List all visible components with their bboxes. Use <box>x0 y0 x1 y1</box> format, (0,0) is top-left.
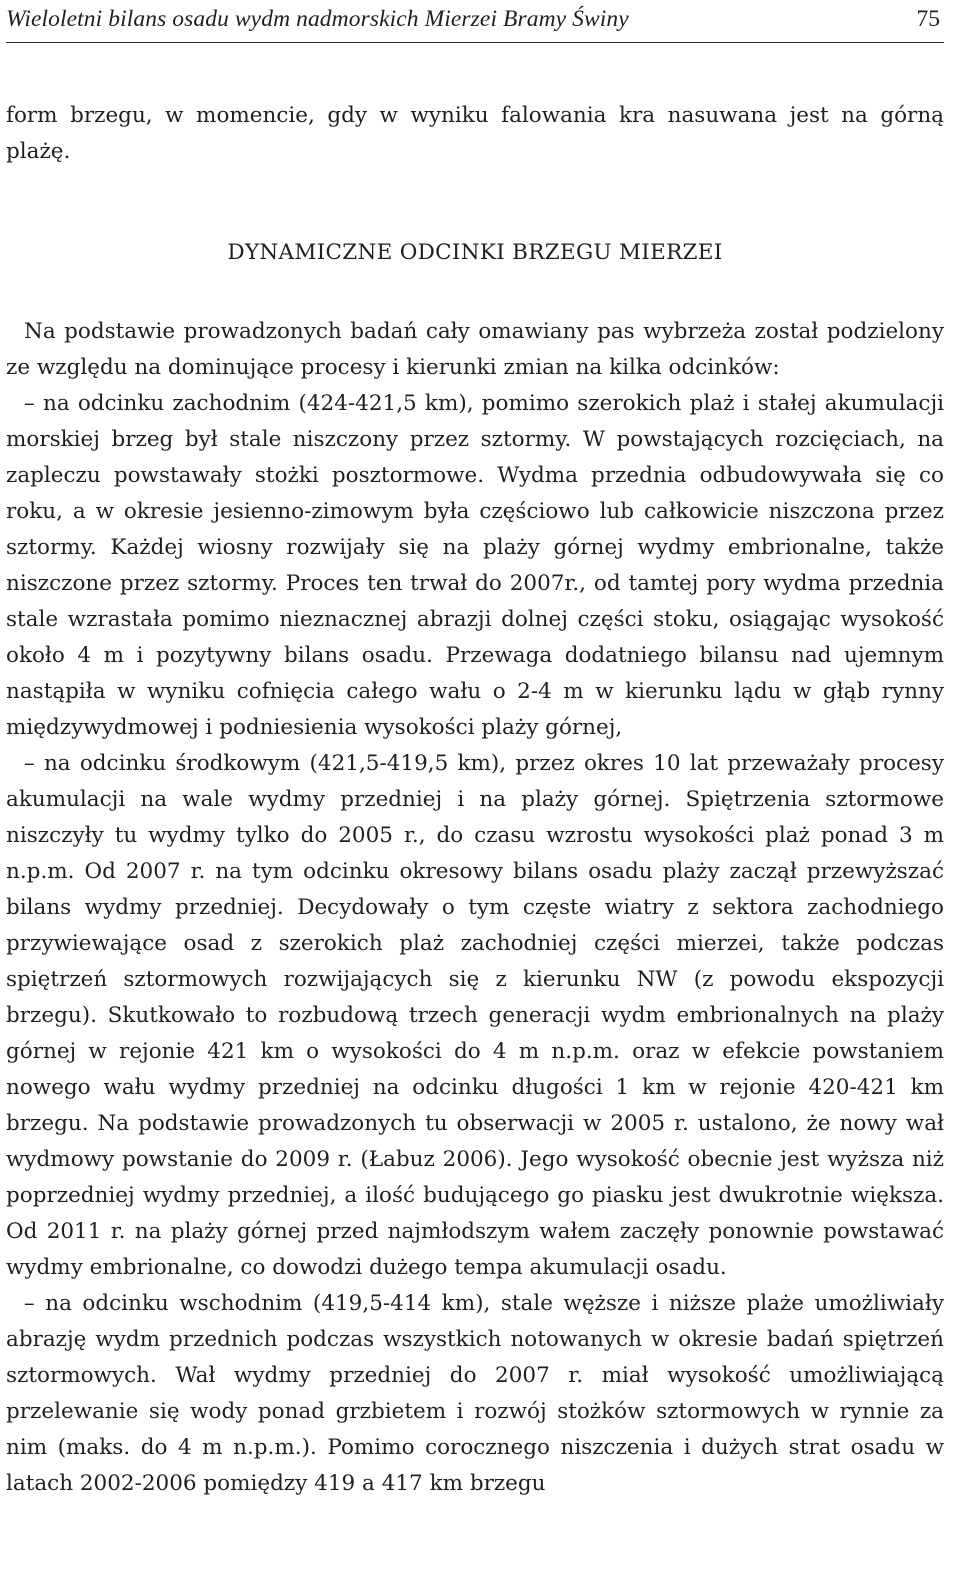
paragraph-east: – na odcinku wschodnim (419,5-414 km), stale węższe i niższe plaże umożliwiały abrazję wydm przednich podczas wszystkich notowanych w okresie badań spiętrzeń sztormowych. Wał wydmy przedniej do 2007 r. miał wysokość umożliwiającą przelewanie się wody ponad grzbietem i rozwój stożków sztormowych w rynnie za nim (maks. do 4 m n.p.m.). Pomimo corocznego niszczenia i dużych strat osadu w latach 2002-2006 pomiędzy 419 a 417 km brzegu <box>6 1291 944 1496</box>
document-page <box>6 0 944 1595</box>
section-body <box>6 314 944 1502</box>
page-number: 75 <box>916 6 940 32</box>
paragraph-middle: – na odcinku środkowym (421,5-419,5 km), przez okres 10 lat przeważały procesy akumulacji na wale wydmy przedniej i na plaży górnej. Spiętrzenia sztormowe niszczyły tu wydmy tylko do 2005 r., do czasu wzrostu wysokości plaż ponad 3 m n.p.m. Od 2007 r. na tym odcinku okresowy bilans osadu plaży zaczął przewyższać bilans wydmy przedniej. Decydowały o tym częste wiatry z sektora zachodniego przywiewające osad z szerokich plaż zachodniej części mierzei, także podczas spiętrzeń sztormowych rozwijających się z kierunku NW (z powodu ekspozycji brzegu). Skutkowało to rozbudową trzech generacji wydm embrionalnych na plaży górnej w rejonie 421 km o wysokości do 4 m n.p.m. oraz w efekcie powstaniem nowego wału wydmy przedniej na odcinku długości 1 km w rejonie 420-421 km brzegu. Na podstawie prowadzonych tu obserwacji w 2005 r. ustalono, że nowy wał wydmowy powstanie do 2009 r. (Łabuz 2006). Jego wysokość obecnie jest wyższa niż poprzedniej wydmy przedniej, a ilość budującego go piasku jest dwukrotnie większa. Od 2011 r. na plaży górnej przed najmłodszym wałem zaczęły ponownie powstawać wydmy embrionalne, co dowodzi dużego tempa akumulacji osadu. <box>6 751 944 1280</box>
paragraph-intro: Na podstawie prowadzonych badań cały omawiany pas wybrzeża został podzielony ze względu na dominujące procesy i kierunki zmian na kilka odcinków: <box>6 319 944 380</box>
running-title: Wieloletni bilans osadu wydm nadmorskich Mierzei Bramy Świny <box>6 6 629 32</box>
section-heading: DYNAMICZNE ODCINKI BRZEGU MIERZEI <box>227 240 723 265</box>
paragraph-west: – na odcinku zachodnim (424-421,5 km), pomimo szerokich plaż i stałej akumulacji morskiej brzeg był stale niszczony przez sztormy. W powstających rozcięciach, na zapleczu powstawały stożki posztormowe. Wydma przednia odbudowywała się co roku, a w okresie jesienno-zimowym była częściowo lub całkowicie niszczona przez sztormy. Każdej wiosny rozwijały się na plaży górnej wydmy embrionalne, także niszczone przez sztormy. Proces ten trwał do 2007r., od tamtej pory wydma przednia stale wzrastała pomimo nieznacznej abrazji dolnej części stoku, osiągając wysokość około 4 m i pozytywny bilans osadu. Przewaga dodatniego bilansu nad ujemnym nastąpiła w wyniku cofnięcia całego wału o 2-4 m w kierunku lądu w głąb rynny międzywydmowej i podniesienia wysokości plaży górnej, <box>6 391 944 740</box>
running-header <box>6 2 944 43</box>
intro-paragraph: form brzegu, w momencie, gdy w wyniku falowania kra nasuwana jest na górną plażę. <box>6 103 944 164</box>
